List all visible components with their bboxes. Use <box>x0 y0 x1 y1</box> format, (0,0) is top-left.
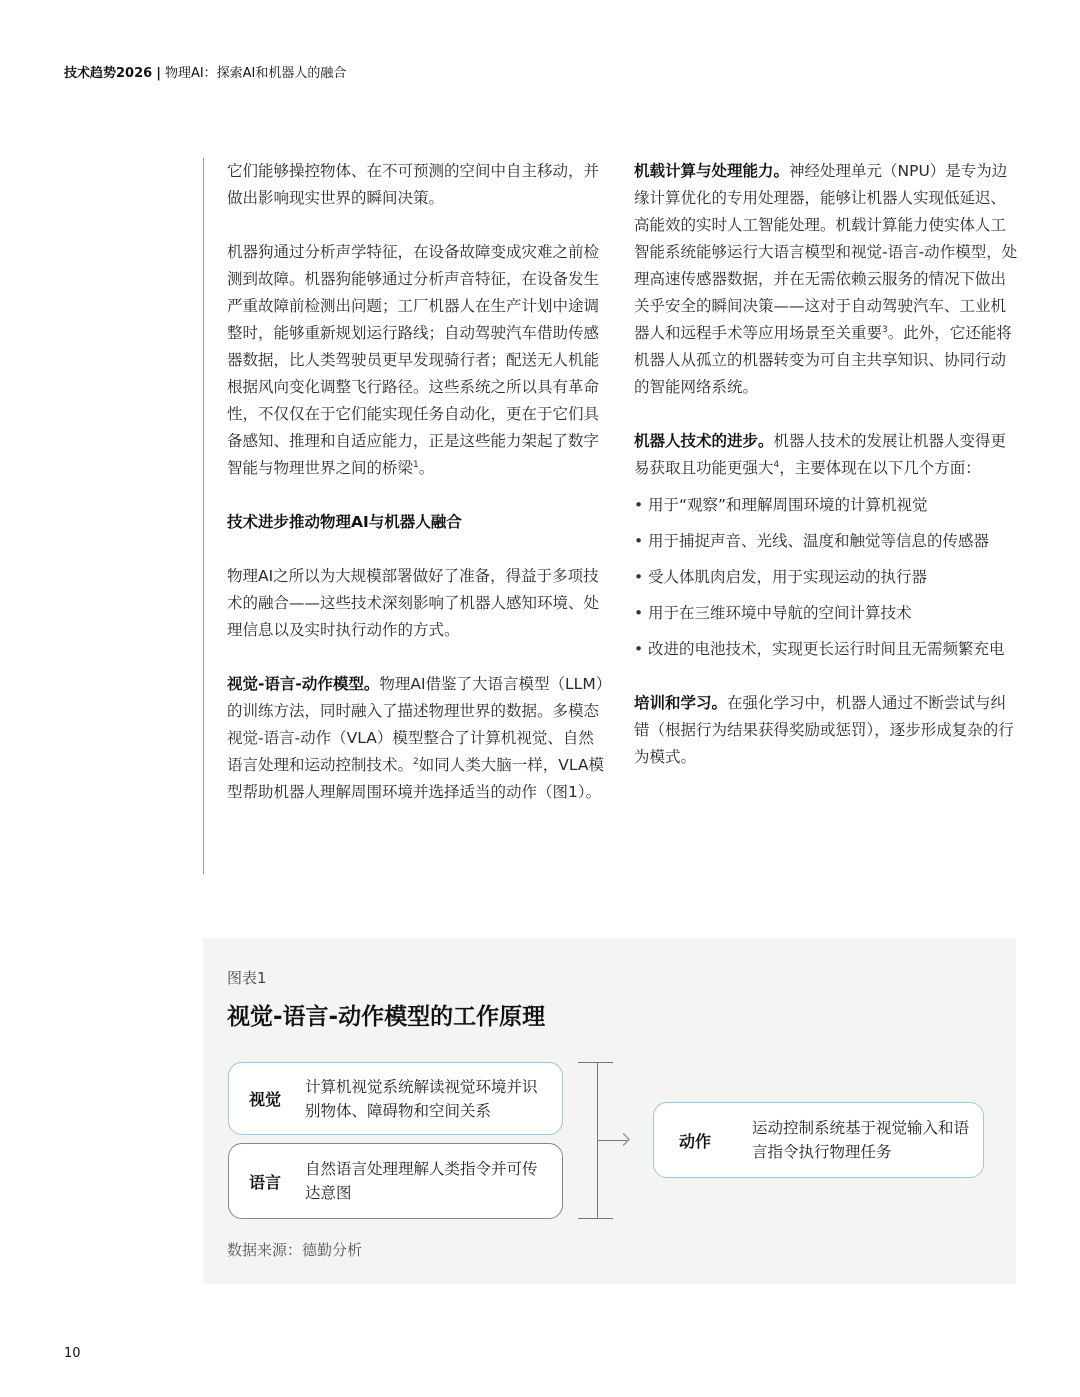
list-item: • 改进的电池技术，实现更长运行时间且无需频繁充电 <box>634 636 1018 663</box>
bracket-top <box>578 1062 613 1063</box>
paragraph: 视觉-语言-动作模型。物理AI借鉴了大语言模型（LLM）的训练方法，同时融入了描述物理世界的数据。多模态视觉-语言-动作（VLA）模型整合了计算机视觉、自然语言处理和运动控制技术。$^2$如同人类大脑一样，VLA模型帮助机器人理解周围环境并选择适当的动作（图1）。 <box>227 675 604 801</box>
action-box <box>653 1102 984 1178</box>
paragraph: 它们能够操控物体、在不可预测的空间中自主移动，并做出影响现实世界的瞬间决策。 <box>227 162 600 207</box>
list-item: • 用于“观察”和理解周围环境的计算机视觉 <box>634 492 1018 519</box>
footnote-ref: 2 <box>413 756 419 767</box>
paragraph-lead: 机载计算与处理能力。 <box>634 162 790 180</box>
paragraph: 机器狗通过分析声学特征，在设备故障变成灾难之前检测到故障。机器狗能够通过分析声音特征，在设备发生严重故障前检测出问题；工厂机器人在生产计划中途调整时，能够重新规划运行路线；自动驾驶汽车借助传感器数据，比人类驾驶员更早发现骑行者；配送无人机能根据风向变化调整飞行路径。这些系统之所以具有革命性，不仅仅在于它们能实现任务自动化，更在于它们具备感知、推理和自适应能力，正是这些能力架起了数字智能与物理世界之间的桥梁$^1$。 <box>227 243 600 477</box>
figure-label: 图表1 <box>227 969 267 987</box>
vision-key: 视觉 <box>249 1090 282 1109</box>
right-column <box>634 158 1018 798</box>
vision-desc: 计算机视觉系统解读视觉环境并识别物体、障碍物和空间关系 <box>305 1077 538 1120</box>
bracket-bottom <box>578 1218 613 1219</box>
language-box <box>228 1143 563 1219</box>
language-desc: 自然语言处理理解人类指令并可传达意图 <box>305 1160 538 1202</box>
header-separator: | <box>156 66 161 81</box>
bullet-list <box>634 492 1018 663</box>
footnote-ref: 3 <box>882 324 888 335</box>
list-item: • 用于在三维环境中导航的空间计算技术 <box>634 600 1018 627</box>
left-column <box>227 158 609 833</box>
header-title: 物理AI：探索AI和机器人的融合 <box>164 66 347 81</box>
paragraph: 培训和学习。在强化学习中，机器人通过不断尝试与纠错（根据行为结果获得奖励或惩罚），逐步形成复杂的行为模式。 <box>634 694 1014 766</box>
action-key: 动作 <box>679 1131 712 1151</box>
left-margin-rule <box>203 158 204 874</box>
paragraph-lead: 机器人技术的进步。 <box>634 432 774 450</box>
action-desc: 运动控制系统基于视觉输入和语言指令执行物理任务 <box>752 1119 970 1161</box>
paragraph: 机器人技术的进步。机器人技术的发展让机器人变得更易获取且功能更强大$^4$，主要体现在以下几个方面： <box>634 432 1007 477</box>
page-number: 10 <box>64 1346 81 1361</box>
list-item: • 用于捕捉声音、光线、温度和触觉等信息的传感器 <box>634 528 1018 555</box>
vision-box <box>228 1062 563 1135</box>
figure-panel <box>203 938 1016 1284</box>
arrow-right-icon <box>617 1133 630 1146</box>
paragraph-lead: 培训和学习。 <box>634 694 728 712</box>
header-brand: 技术趋势2026 <box>64 66 153 81</box>
paragraph: 物理AI之所以为大规模部署做好了准备，得益于多项技术的融合——这些技术深刻影响了机器人感知环境、处理信息以及实时执行动作的方式。 <box>227 567 600 639</box>
figure-source: 数据来源：德勤分析 <box>227 1241 363 1259</box>
footnote-ref: 1 <box>413 459 419 470</box>
paragraph-lead: 视觉-语言-动作模型。 <box>227 675 380 693</box>
list-item: • 受人体肌肉启发，用于实现运动的执行器 <box>634 564 1018 591</box>
footnote-ref: 4 <box>773 459 780 470</box>
paragraph: 机载计算与处理能力。神经处理单元（NPU）是专为边缘计算优化的专用处理器，能够让机器人实现低延迟、高能效的实时人工智能处理。机载计算能力使实体人工智能系统能够运行大语言模型和视觉-语言-动作模型，处理高速传感器数据，并在无需依赖云服务的情况下做出关乎安全的瞬间决策——这对于自动驾驶汽车、工业机器人和远程手术等应用场景至关重要$^3$。此外，它还能将机器人从孤立的机器转变为可自主共享知识、协同行动的智能网络系统。 <box>634 162 1018 396</box>
running-header <box>64 62 346 81</box>
language-key: 语言 <box>249 1172 282 1192</box>
section-heading: 技术进步推动物理AI与机器人融合 <box>227 513 462 531</box>
figure-title: 视觉-语言-动作模型的工作原理 <box>227 1004 546 1030</box>
